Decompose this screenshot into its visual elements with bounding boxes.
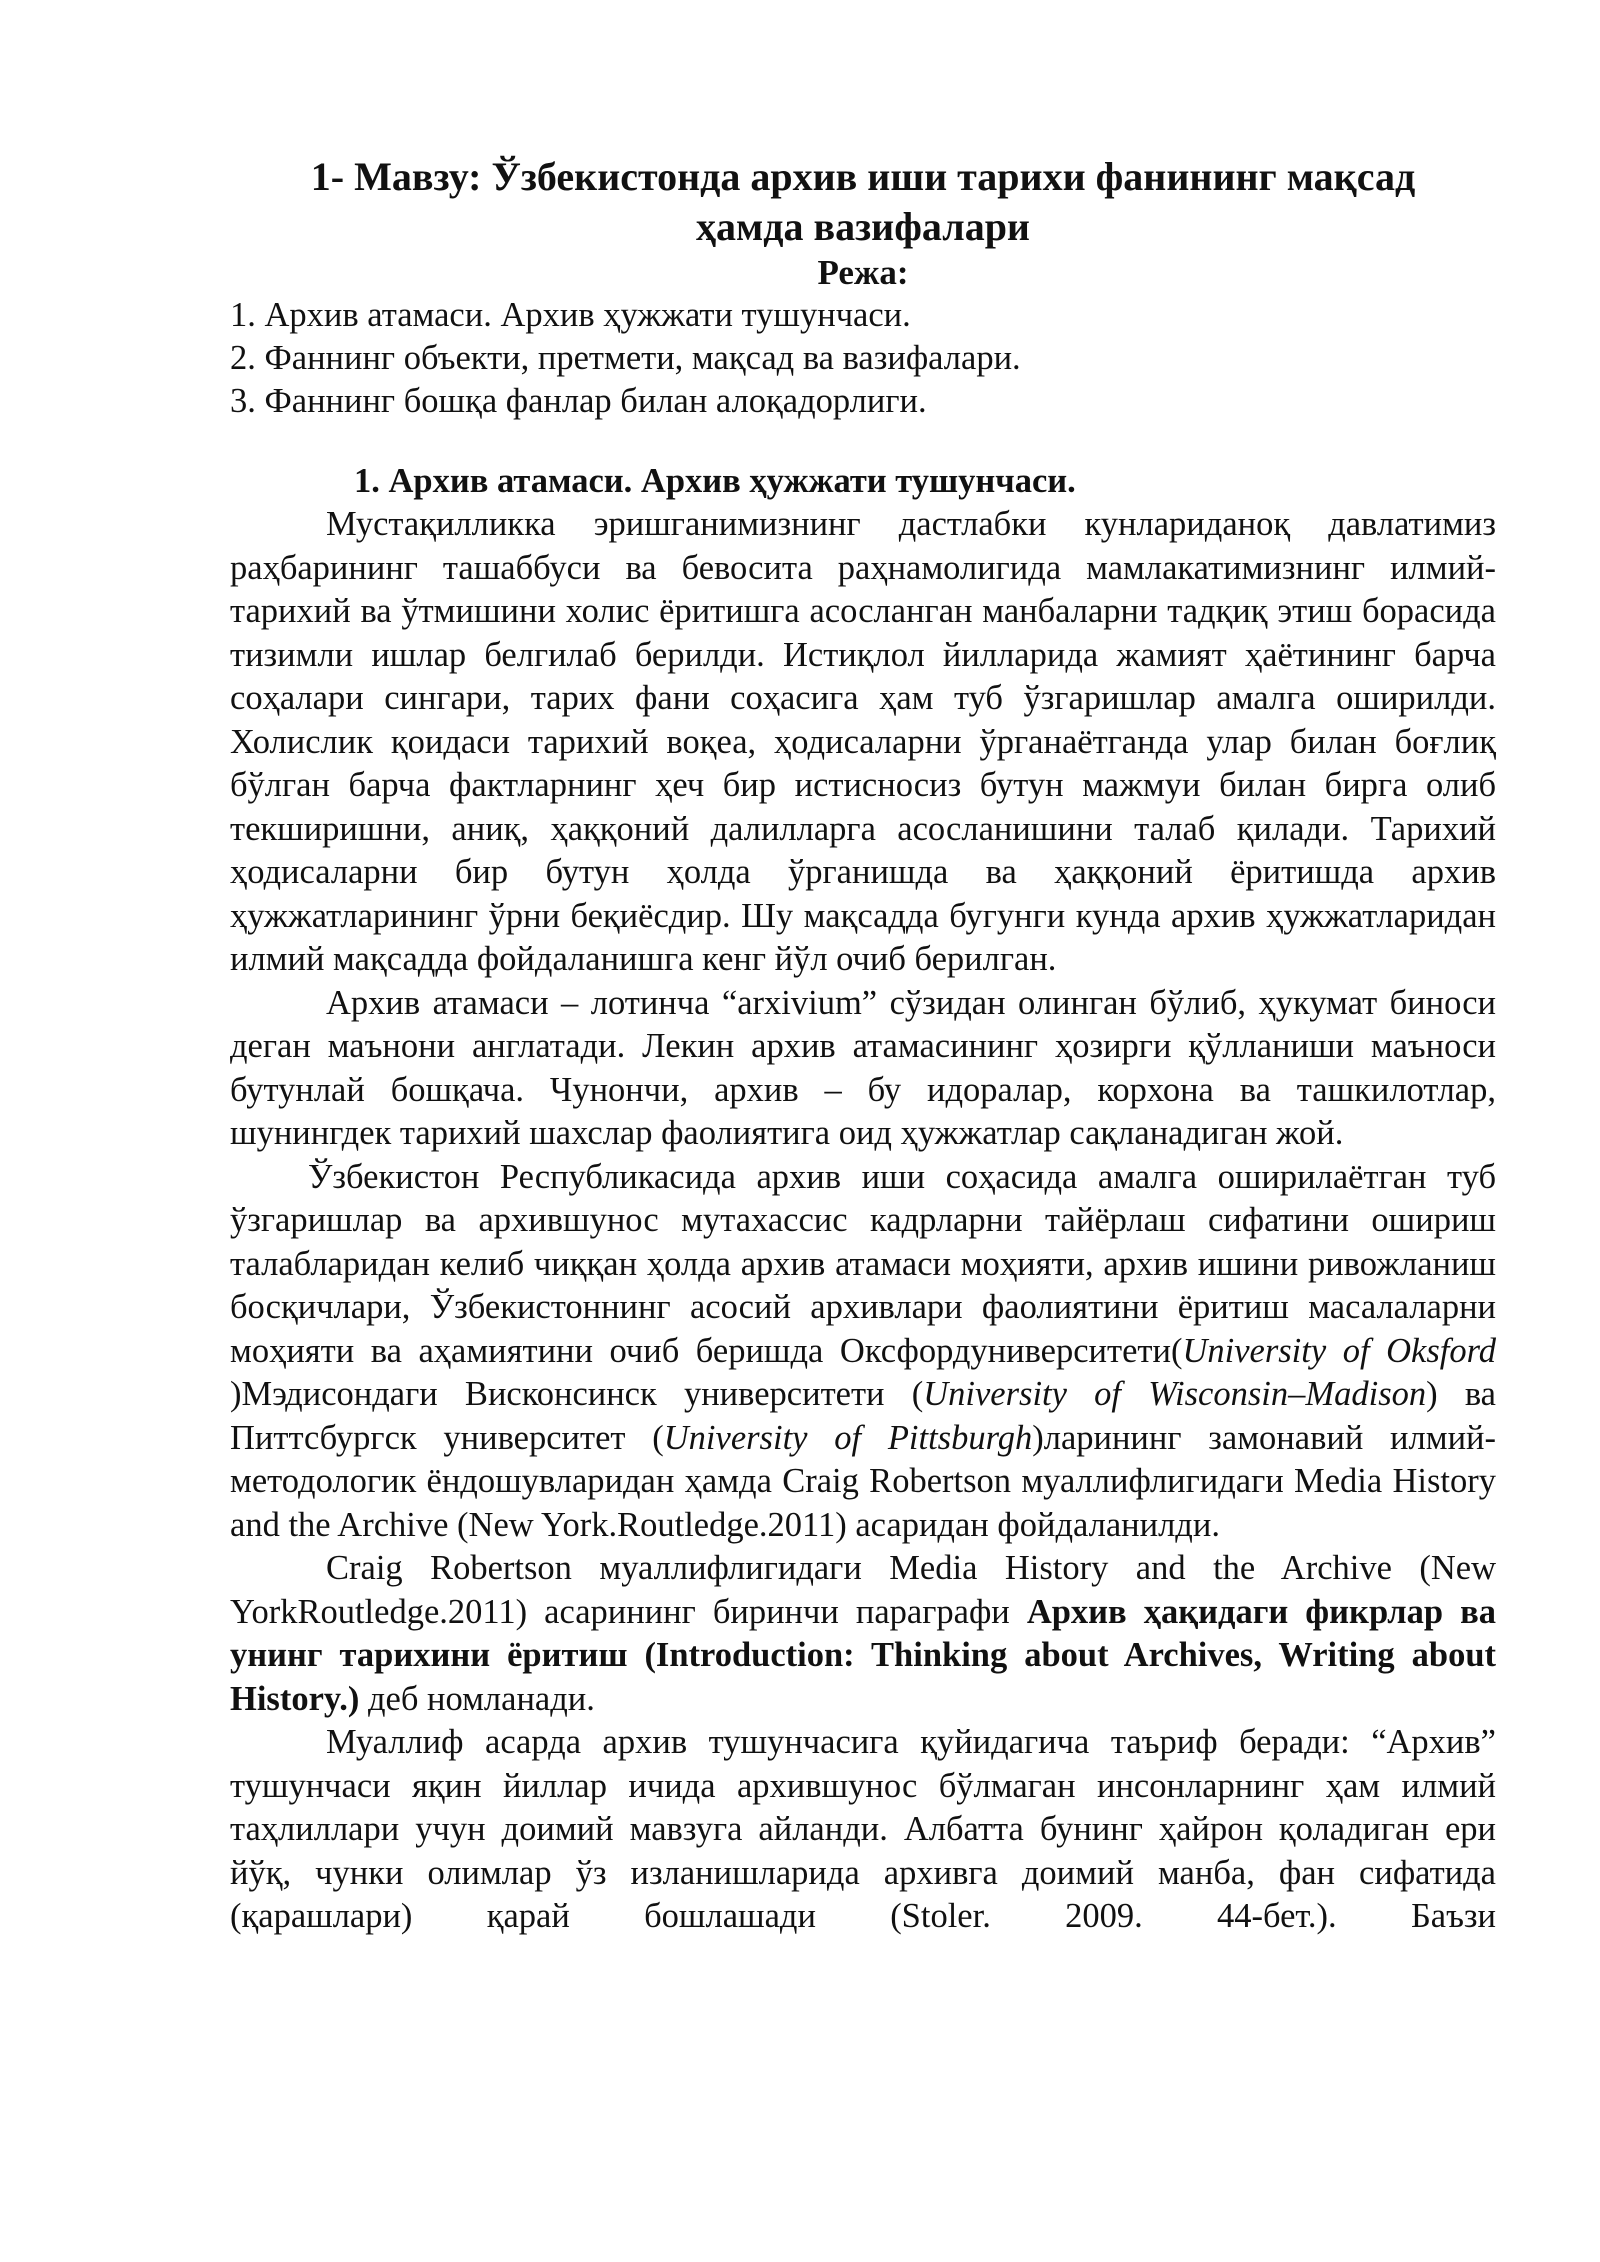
paragraph-3-italic-pittsburgh: University of Pittsburgh [663, 1418, 1033, 1457]
title-line-2: ҳамда вазифалари [696, 204, 1030, 249]
paragraph-4-text-1: Craig Robertson муаллифлигидаги Media History and the Archive (New YorkRoutledge.2011) асарининг биринчи параграфи [230, 1549, 1496, 1631]
paragraph-3-text-2: )Мэдисондаги Висконсинск университети ( [230, 1375, 924, 1413]
plan-item-2: 2. Фаннинг объекти, претмети, мақсад ва вазифалари. [230, 339, 1021, 377]
document-title [230, 152, 1496, 252]
paragraph-3-text-3: ) ва Питтсбургск университет ( [230, 1375, 1496, 1457]
plan-item-1: 1. Архив атамаси. Архив ҳужжати тушунчаси. [230, 296, 911, 334]
paragraph-5: Муаллиф асарда архив тушунчасига қуйидагича таъриф беради: “Архив” тушунчаси яқин йиллар ичида архившунос бўлмаган инсонларнинг ҳам илмий таҳлиллари учун доимий мавзуга айланди. Албатта бунинг ҳайрон қоладиган ери йўқ, чунки олимлар ўз изланишларида архивга доимий манба, фан сифатида (қарашлари) қарай бошлашади (Stoler. 2009. 44-бет.). Баъзи [230, 1723, 1496, 1935]
paragraph-4-text-2: деб номланади. [359, 1679, 595, 1718]
document-body [230, 152, 1496, 1939]
paragraph-3 [230, 1156, 1496, 1548]
paragraph-4 [230, 1547, 1496, 1721]
title-line-1: 1- Мавзу: Ўзбекистонда архив иши тарихи фанининг мақсад [310, 154, 1416, 199]
plan-list [230, 294, 1496, 423]
plan-item-3: 3. Фаннинг бошқа фанлар билан алоқадорлиги. [230, 382, 927, 420]
paragraph-3-italic-oxford: University of Oksford [1182, 1331, 1496, 1370]
section-heading: 1. Архив атамаси. Архив ҳужжати тушунчаси. [354, 462, 1076, 500]
paragraph-3-italic-wisconsin: University of Wisconsin–Madison [923, 1375, 1427, 1413]
paragraph-3-text-4: )ларининг замонавий илмий-методологик ёндошувларидан ҳамда Craig Robertson муаллифлигидаги Media History and the Archive (New York.Routledge.2011) асаридан фойдаланилди. [230, 1418, 1496, 1544]
plan-label: Режа: [817, 253, 909, 292]
paragraph-2: Архив атамаси – лотинча “arxivium” сўзидан олинган бўлиб, ҳукумат биноси деган маънони англатади. Лекин архив атамасининг ҳозирги қўлланиши маъноси бутунлай бошқача. Чунончи, архив – бу идоралар, корхона ва ташкилотлар, шунингдек тарихий шахслар фаолиятига оид ҳужжатлар сақланадиган жой. [230, 983, 1496, 1152]
paragraph-4-bold-title: Архив ҳақидаги фикрлар ва унинг тарихини ёритиш (Introduction: Thinking about Archives, Writing about History.) [230, 1592, 1497, 1718]
paragraph-1: Мустақилликка эришганимизнинг дастлабки кунлариданоқ давлатимиз раҳбарининг ташаббуси ва бевосита раҳнамолигида мамлакатимизнинг илмий-тарихий ва ўтмишини холис ёритишга асосланган манбаларни тадқиқ этиш борасида тизимли ишлар белгилаб берилди. Истиқлол йилларида жамият ҳаётининг барча соҳалари сингари, тарих фани соҳасига ҳам туб ўзгаришлар амалга оширилди. Холислик қоидаси тарихий воқеа, ҳодисаларни ўрганаётганда улар билан боғлиқ бўлган барча фактларнинг ҳеч бир истисносиз бутун мажмуи билан бирга олиб текширишни, аниқ, ҳаққоний далилларга асосланишини талаб қилади. Тарихий ҳодисаларни бир бутун ҳолда ўрганишда ва ҳаққоний ёритишда архив ҳужжатларининг ўрни беқиёсдир. Шу мақсадда бугунги кунда архив ҳужжатларидан илмий мақсадда фойдаланишга кенг йўл очиб берилган. [230, 505, 1496, 978]
paragraph-3-text-1: Ўзбекистон Республикасида архив иши соҳасида амалга оширилаётган туб ўзгаришлар ва архившунос мутахассис кадрларни тайёрлаш сифатини ошириш талабларидан келиб чиққан ҳолда архив атамаси моҳияти, архив ишини ривожланиш босқичлари, Ўзбекистоннинг асосий архивлари фаолиятини ёритиш масалаларни моҳияти ва аҳамиятини очиб беришда Оксфордуниверситети( [230, 1157, 1496, 1370]
